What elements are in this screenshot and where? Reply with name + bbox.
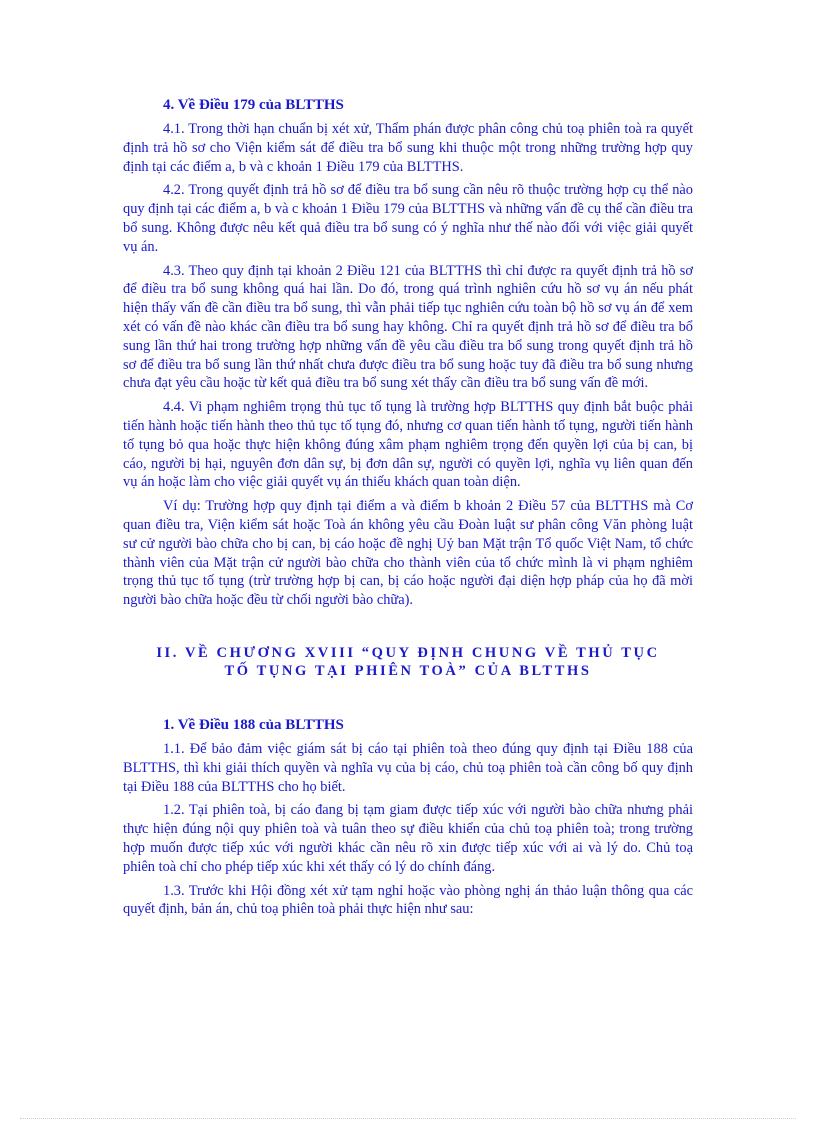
chapter-heading-line-2: TỐ TỤNG TẠI PHIÊN TOÀ” CỦA BLTTHS <box>224 662 592 679</box>
paragraph-4-2: 4.2. Trong quyết định trả hồ sơ để điều tra bổ sung cần nêu rõ thuộc trường hợp cụ thể nào quy định tại các điểm a, b và c khoản 1 Điều 179 của BLTTHS và những vấn đề cụ thể cần điều tra bổ sung. Không được nêu kết quả điều tra bổ sung có ý nghĩa như thế nào đối với việc giải quyết vụ án. <box>123 182 693 255</box>
document-page <box>123 96 693 924</box>
section-heading-article-179: 4. Về Điều 179 của BLTTHS <box>163 97 344 113</box>
paragraph-4-1: 4.1. Trong thời hạn chuẩn bị xét xử, Thẩm phán được phân công chủ toạ phiên toà ra quyết định trả hồ sơ cho Viện kiểm sát để điều tra bổ sung khi thuộc một trong những trường hợp quy định tại các điểm a, b và c khoản 1 Điều 179 của BLTTHS. <box>123 121 693 175</box>
paragraph-1-2: 1.2. Tại phiên toà, bị cáo đang bị tạm giam được tiếp xúc với người bào chữa nhưng phải thực hiện đúng nội quy phiên toà và tuân theo sự điều khiển của chủ toạ phiên toà; trong trường hợp muốn được tiếp xúc với người khác cần nêu rõ xin được tiếp xúc với ai và lý do. Chủ toạ phiên toà chỉ cho phép tiếp xúc khi xét thấy có lý do chính đáng. <box>123 802 693 875</box>
section-heading-article-188: 1. Về Điều 188 của BLTTHS <box>163 716 344 733</box>
paragraph-4-4: 4.4. Vi phạm nghiêm trọng thủ tục tố tụng là trường hợp BLTTHS quy định bắt buộc phải tiến hành hoặc tiến hành theo thủ tục tố tụng đó, nhưng cơ quan tiến hành tố tụng, người tiến hành tố tụng bỏ qua hoặc thực hiện không đúng xâm phạm nghiêm trọng đến quyền lợi của bị can, bị cáo, người bị hại, nguyên đơn dân sự, bị đơn dân sự, người có quyền lợi, nghĩa vụ liên quan đến vụ án hoặc làm cho việc giải quyết vụ án thiếu khách quan toàn diện. <box>123 399 693 491</box>
paragraph-example: Ví dụ: Trường hợp quy định tại điểm a và điểm b khoản 2 Điều 57 của BLTTHS mà Cơ quan điều tra, Viện kiểm sát hoặc Toà án không yêu cầu Đoàn luật sư phân công Văn phòng luật sư cử người bào chữa cho bị can, bị cáo hoặc đề nghị Uỷ ban Mặt trận Tổ quốc Việt Nam, tổ chức thành viên của Mặt trận cử người bào chữa cho thành viên của tổ chức mình là vi phạm nghiêm trọng thủ tục tố tụng (trừ trường hợp bị can, bị cáo hoặc người đại diện hợp pháp của họ đã mời người bào chữa hoặc đều từ chối người bào chữa). <box>123 498 693 609</box>
paragraph-1-1: 1.1. Để bảo đảm việc giám sát bị cáo tại phiên toà theo đúng quy định tại Điều 188 của BLTTHS, thì khi giải thích quyền và nghĩa vụ của bị cáo, chủ toạ phiên toà cần công bố quy định tại Điều 188 của BLTTHS cho họ biết. <box>123 740 693 795</box>
chapter-heading-line-1: II. VỀ CHƯƠNG XVIII “QUY ĐỊNH CHUNG VỀ THỦ TỤC <box>156 644 660 661</box>
paragraph-1-3: 1.3. Trước khi Hội đồng xét xử tạm nghỉ hoặc vào phòng nghị án thảo luận thông qua các quyết định, bản án, chủ toạ phiên toà phải thực hiện như sau: <box>123 882 693 918</box>
paragraph-4-3: 4.3. Theo quy định tại khoản 2 Điều 121 của BLTTHS thì chỉ được ra quyết định trả hồ sơ để điều tra bổ sung không quá hai lần. Do đó, trong quá trình nghiên cứu hồ sơ vụ án nếu phát hiện thấy vấn đề cần điều tra bổ sung, thì vẫn phải tiếp tục nghiên cứu toàn bộ hồ sơ vụ án để xem xét có vấn đề nào khác cần điều tra bổ sung hay không. Chỉ ra quyết định trả hồ sơ để điều tra bổ sung lần thứ hai trong trường hợp những vấn đề yêu cầu điều tra bổ sung trong quyết định trả hồ sơ để điều tra bổ sung lần thứ nhất chưa được điều tra bổ sung hoặc tuy đã điều tra bổ sung nhưng chưa đạt yêu cầu hoặc từ kết quả điều tra bổ sung xét thấy cần điều tra bổ sung vấn đề mới. <box>123 262 693 392</box>
page-bottom-divider <box>20 1118 796 1119</box>
chapter-heading <box>123 644 693 680</box>
